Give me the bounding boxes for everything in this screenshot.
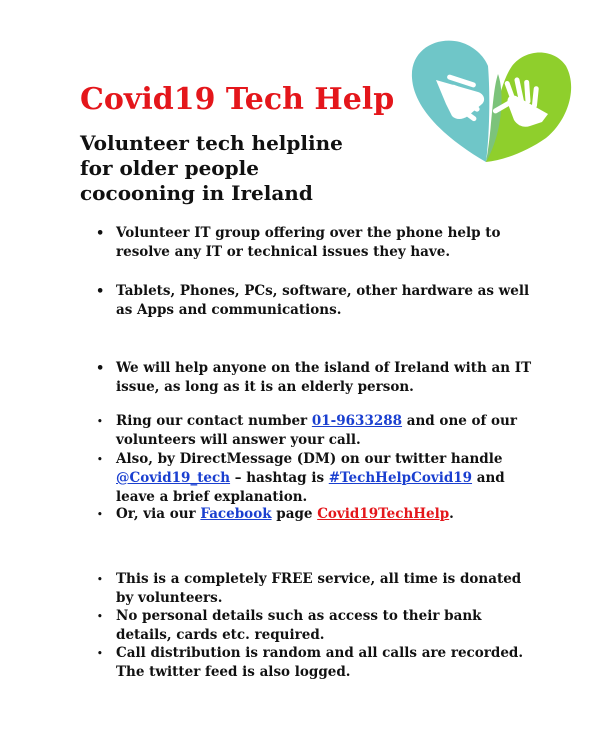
twitter-handle-link[interactable]: @Covid19_tech xyxy=(116,470,231,486)
bullet-text: Ring our contact number xyxy=(116,413,312,429)
bullet-text: Tablets, Phones, PCs, software, other hardware as well as Apps and communications. xyxy=(116,283,530,318)
list-item: • Call distribution is random and all calls are recorded. The twitter feed is also logged. xyxy=(97,645,524,680)
list-item: • Tablets, Phones, PCs, software, other hardware as well as Apps and communications. xyxy=(96,283,530,318)
bullet-text: and one of our volunteers will answer your call. xyxy=(116,413,517,448)
bullet-text: – hashtag is xyxy=(230,470,329,486)
bullet-text: This is a completely FREE service, all time is donated by volunteers. xyxy=(116,571,522,606)
helping-hands-heart-icon xyxy=(408,30,576,170)
list-item: • Or, via our Facebook page Covid19TechHelp. xyxy=(97,506,454,522)
list-item: • Volunteer IT group offering over the phone help to resolve any IT or technical issues they have. xyxy=(96,225,501,260)
list-item: • We will help anyone on the island of Ireland with an IT issue, as long as it is an elderly person. xyxy=(96,360,532,395)
bullet-text: We will help anyone on the island of Ireland with an IT issue, as long as it is an elderly person. xyxy=(116,360,532,395)
bullet-text: No personal details such as access to their bank details, cards etc. required. xyxy=(116,608,482,643)
bullet-text: and leave a brief explanation. xyxy=(116,470,505,505)
page-title: Covid19 Tech Help xyxy=(80,82,395,117)
list-item: • This is a completely FREE service, all time is donated by volunteers. xyxy=(97,571,522,606)
list-item: • Ring our contact number 01-9633288 and one of our volunteers will answer your call. xyxy=(97,413,517,448)
list-item: • Also, by DirectMessage (DM) on our twitter handle @Covid19_tech – hashtag is #TechHelpCovid19 and leave a brief explanation. xyxy=(97,451,505,505)
phone-number-link[interactable]: 01-9633288 xyxy=(311,413,403,429)
hashtag-link[interactable]: #TechHelpCovid19 xyxy=(328,470,473,486)
bullet-text: Volunteer IT group offering over the phone help to resolve any IT or technical issues they have. xyxy=(116,225,501,260)
bullet-text: Call distribution is random and all calls are recorded. The twitter feed is also logged. xyxy=(116,645,524,680)
bullet-text: Or, via our xyxy=(116,506,201,522)
facebook-link[interactable]: Facebook xyxy=(200,506,272,522)
list-item: • No personal details such as access to their bank details, cards etc. required. xyxy=(97,608,482,643)
page-subtitle: Volunteer tech helpline for older people cocooning in Ireland xyxy=(80,131,343,205)
bullet-text: page xyxy=(271,506,318,522)
bullet-text: Also, by DirectMessage (DM) on our twitter handle xyxy=(116,451,503,467)
facebook-page-link[interactable]: Covid19TechHelp xyxy=(317,506,450,522)
logo xyxy=(408,30,576,170)
bullet-text: . xyxy=(449,506,454,522)
